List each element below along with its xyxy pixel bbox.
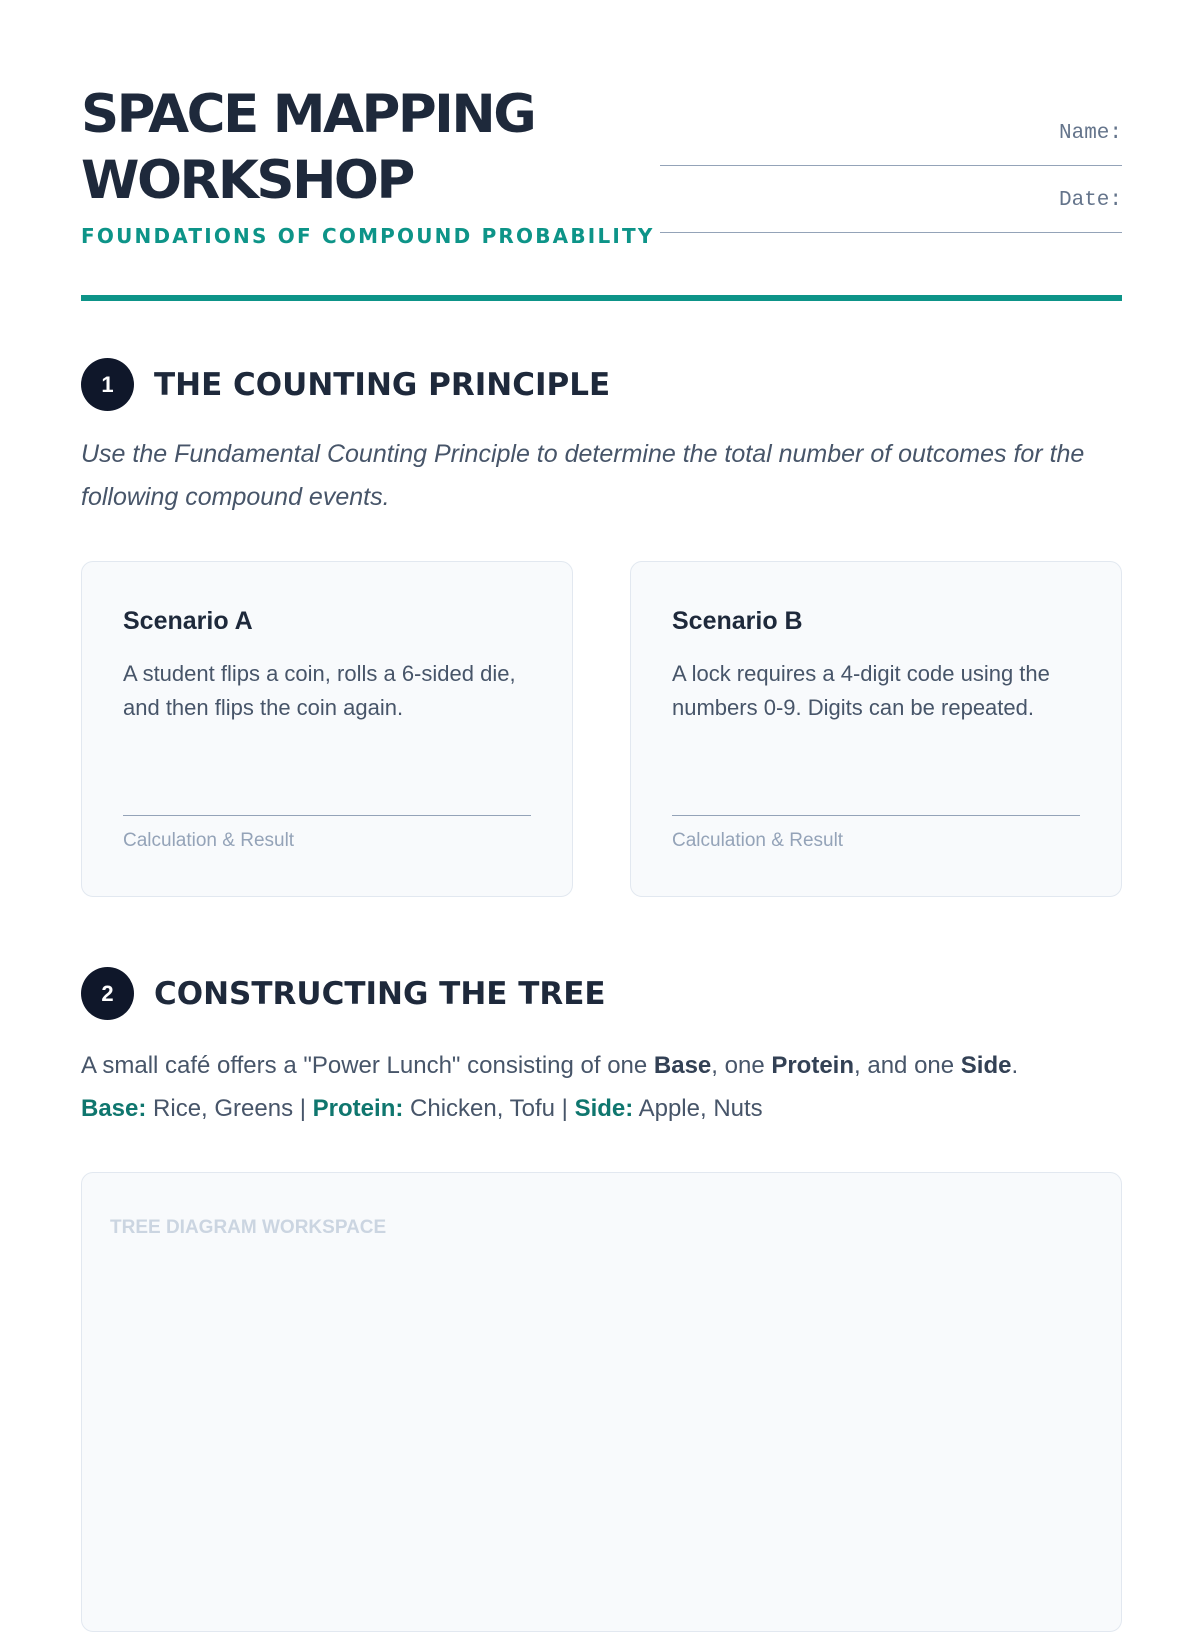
scenario-card-a bbox=[81, 561, 573, 897]
page-subtitle: FOUNDATIONS OF COMPOUND PROBABILITY bbox=[81, 224, 655, 248]
base-term: Base bbox=[653, 1052, 712, 1079]
answer-label: Calculation & Result bbox=[123, 830, 295, 851]
problem-separator: , and one bbox=[854, 1052, 961, 1079]
page-title bbox=[81, 82, 534, 214]
section-2-problem bbox=[81, 1044, 1126, 1130]
protein-term: Protein bbox=[771, 1052, 855, 1079]
scenario-card-b bbox=[630, 561, 1122, 897]
header-divider bbox=[81, 295, 1122, 301]
scenario-title: Scenario B bbox=[672, 607, 803, 635]
name-field[interactable] bbox=[660, 120, 1122, 187]
tree-diagram-workspace[interactable] bbox=[81, 1172, 1122, 1632]
section-number-badge: 1 bbox=[81, 358, 134, 411]
side-options: Apple, Nuts bbox=[633, 1095, 763, 1122]
section-title: CONSTRUCTING THE TREE bbox=[154, 976, 606, 1012]
answer-line[interactable] bbox=[672, 815, 1080, 816]
date-label: Date: bbox=[1058, 189, 1122, 212]
student-info-fields bbox=[660, 120, 1122, 254]
answer-line[interactable] bbox=[123, 815, 531, 816]
title-line-2: WORKSHOP bbox=[81, 150, 413, 211]
problem-end: . bbox=[1011, 1052, 1019, 1079]
base-options-label: Base: bbox=[81, 1095, 147, 1122]
base-options: Rice, Greens | bbox=[146, 1095, 313, 1122]
name-label: Name: bbox=[1058, 122, 1122, 145]
worksheet-header bbox=[81, 82, 1122, 302]
protein-options-label: Protein: bbox=[312, 1095, 404, 1122]
side-term: Side bbox=[960, 1052, 1012, 1079]
scenario-text: A student flips a coin, rolls a 6-sided die, and then flips the coin again. bbox=[123, 661, 516, 720]
date-field[interactable] bbox=[660, 187, 1122, 254]
title-line-1: SPACE MAPPING bbox=[81, 84, 535, 145]
section-number-badge: 2 bbox=[81, 967, 134, 1020]
workspace-label: TREE DIAGRAM WORKSPACE bbox=[110, 1217, 387, 1238]
side-options-label: Side: bbox=[574, 1095, 634, 1122]
section-title: THE COUNTING PRINCIPLE bbox=[154, 367, 611, 403]
name-write-line[interactable] bbox=[660, 165, 1122, 166]
problem-intro: A small café offers a "Power Lunch" consisting of one bbox=[81, 1052, 654, 1079]
protein-options: Chicken, Tofu | bbox=[403, 1095, 575, 1122]
scenario-text: A lock requires a 4-digit code using the numbers 0-9. Digits can be repeated. bbox=[672, 661, 1050, 720]
section-1-instructions: Use the Fundamental Counting Principle to determine the total number of outcomes for the following compound events. bbox=[81, 440, 1085, 511]
scenario-title: Scenario A bbox=[123, 607, 253, 635]
date-write-line[interactable] bbox=[660, 232, 1122, 233]
answer-label: Calculation & Result bbox=[672, 830, 844, 851]
problem-separator: , one bbox=[711, 1052, 772, 1079]
